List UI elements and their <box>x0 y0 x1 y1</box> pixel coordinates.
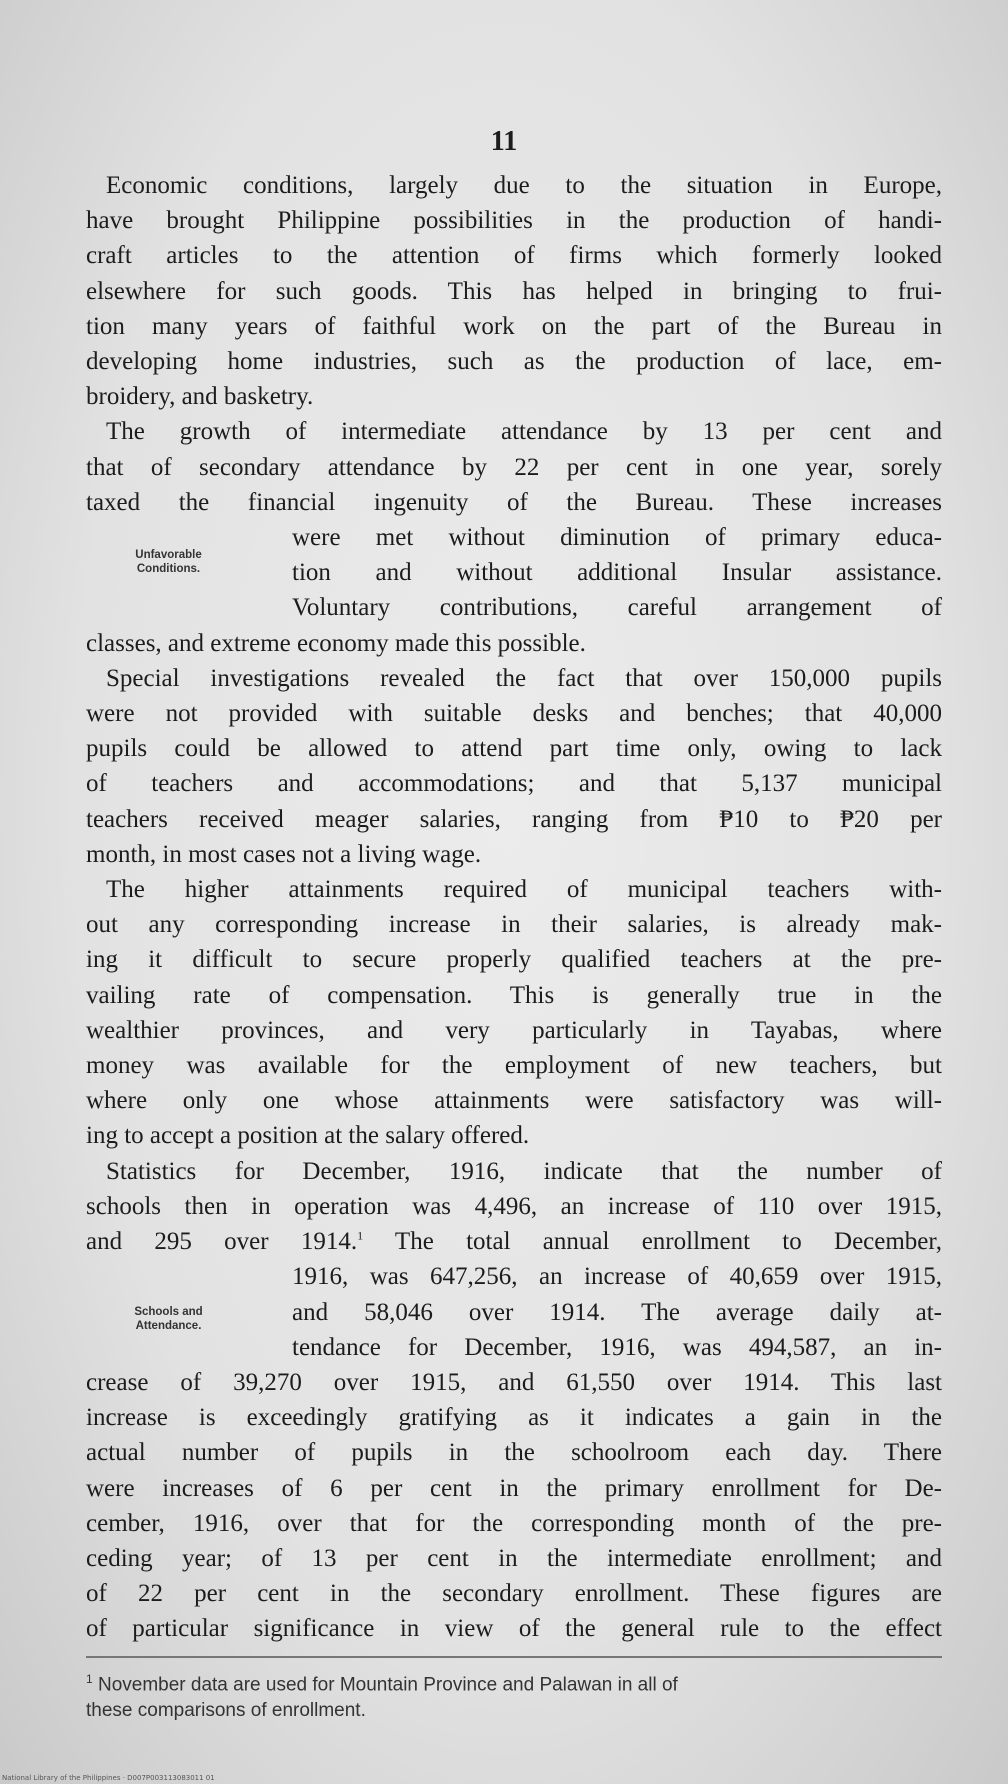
scan-credit: National Library of the Philippines · D007P003113083011 01 <box>2 1774 215 1782</box>
text-line: where only one whose attainments were satisfactory was will- <box>86 1087 942 1115</box>
text-line: of 22 per cent in the secondary enrollment. These figures are <box>86 1580 942 1608</box>
text-line-with-footnote-ref <box>86 1224 942 1259</box>
text-line: schools then in operation was 4,496, an increase of 110 over 1915, <box>86 1192 942 1220</box>
text-line: tendance for December, 1916, was 494,587, an in- <box>292 1333 942 1361</box>
text-line: tion many years of faithful work on the part of the Bureau in <box>86 312 942 340</box>
footnote-line: these comparisons of enrollment. <box>86 1700 366 1722</box>
text-line: Economic conditions, largely due to the situation in Europe, <box>106 172 942 199</box>
text-line: month, in most cases not a living wage. <box>86 840 482 868</box>
text-line: craft articles to the attention of firms which formerly looked <box>86 242 942 270</box>
footnote <box>86 1666 942 1724</box>
text-line: developing home industries, such as the production of lace, em- <box>86 348 942 376</box>
text-line: The growth of intermediate attendance by 13 per cent and <box>106 418 942 446</box>
body-text <box>86 168 942 1647</box>
text-line: ing to accept a position at the salary offered. <box>86 1122 530 1150</box>
text-line: vailing rate of compensation. This is generally true in the <box>86 981 942 1009</box>
paragraph-attendance-growth <box>86 414 942 660</box>
text-line: taxed the financial ingenuity of the Bureau. These increases <box>86 488 942 516</box>
text-line: classes, and extreme economy made this possible. <box>86 629 586 657</box>
sidenote-block-schools <box>86 1259 942 1365</box>
sidenote-line: Schools and <box>134 1306 203 1319</box>
text-line: broidery, and basketry. <box>86 383 314 411</box>
text-segment: The total annual enrollment to December, <box>363 1228 942 1256</box>
text-line: money was available for the employment of new teachers, but <box>86 1052 942 1080</box>
text-line: of particular significance in view of the general rule to the effect <box>86 1615 942 1643</box>
sidenote-unfavorable-conditions <box>86 548 251 576</box>
page-number: 11 <box>490 126 518 157</box>
text-line: have brought Philippine possibilities in the production of handi- <box>86 207 942 235</box>
text-line: increase is exceedingly gratifying as it indicates a gain in the <box>86 1404 942 1432</box>
text-line: elsewhere for such goods. This has helped in bringing to frui- <box>86 277 942 305</box>
sidenote-line: Unfavorable <box>135 549 202 562</box>
text-line: crease of 39,270 over 1915, and 61,550 over 1914. This last <box>86 1368 942 1396</box>
paragraph-higher-attainments <box>86 872 942 1154</box>
footnote-mark: 1 <box>86 1672 93 1686</box>
text-line: 1916, was 647,256, an increase of 40,659 over 1915, <box>292 1263 942 1291</box>
footnote-divider <box>86 1656 942 1658</box>
text-line: were met without diminution of primary educa- <box>292 524 942 552</box>
text-line: of teachers and accommodations; and that 5,137 municipal <box>86 770 942 798</box>
text-line: teachers received meager salaries, ranging from ₱10 to ₱20 per <box>86 805 942 833</box>
paragraph-economic-conditions <box>86 168 942 414</box>
text-line: ing it difficult to secure properly qualified teachers at the pre- <box>86 946 942 974</box>
sidenote-line: Conditions. <box>136 563 201 576</box>
text-line: ceding year; of 13 per cent in the intermediate enrollment; and <box>86 1544 942 1572</box>
text-line: tion and without additional Insular assistance. <box>292 559 942 587</box>
text-line: wealthier provinces, and very particularly in Tayabas, where <box>86 1016 942 1044</box>
text-segment: and 295 over 1914. <box>86 1228 358 1256</box>
text-line: were increases of 6 per cent in the primary enrollment for De- <box>86 1474 942 1502</box>
text-line: Special investigations revealed the fact that over 150,000 pupils <box>106 664 942 692</box>
paragraph-special-investigations <box>86 661 942 872</box>
text-line: out any corresponding increase in their salaries, is already mak- <box>86 911 942 939</box>
paragraph-statistics <box>86 1154 942 1647</box>
text-line: and 58,046 over 1914. The average daily at- <box>292 1298 942 1326</box>
text-line: Voluntary contributions, careful arrangement of <box>292 594 942 622</box>
sidenote-line: Attendance. <box>135 1320 202 1333</box>
footnote-reference: 1 <box>357 1228 364 1243</box>
text-line: actual number of pupils in the schoolroom each day. There <box>86 1439 942 1467</box>
footnote-line: November data are used for Mountain Province and Palawan in all of <box>97 1674 678 1696</box>
sidenote-schools-attendance <box>86 1305 251 1333</box>
text-line: that of secondary attendance by 22 per cent in one year, sorely <box>86 453 942 481</box>
text-line: Statistics for December, 1916, indicate that the number of <box>106 1157 942 1185</box>
text-line: The higher attainments required of municipal teachers with- <box>106 876 942 904</box>
text-line: pupils could be allowed to attend part time only, owing to lack <box>86 735 942 763</box>
sidenote-block-unfavorable <box>86 520 942 626</box>
text-line: were not provided with suitable desks and benches; that 40,000 <box>86 700 942 728</box>
text-line: cember, 1916, over that for the corresponding month of the pre- <box>86 1509 942 1537</box>
